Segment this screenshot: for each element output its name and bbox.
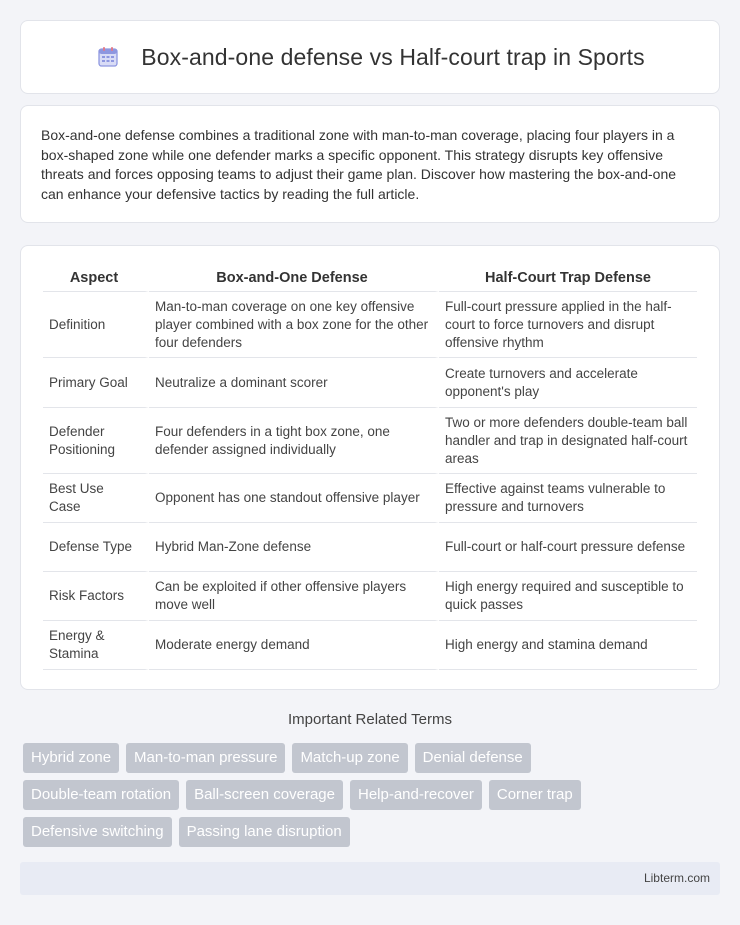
- intro-card: [20, 105, 720, 223]
- table-cell: Full-court pressure applied in the half-court to force turnovers and disrupt offensive rhythm: [439, 292, 697, 358]
- table-header-row: [43, 264, 697, 292]
- column-header: Aspect: [43, 264, 149, 292]
- table-cell: Moderate energy demand: [149, 621, 439, 670]
- table-row: [43, 523, 697, 572]
- table-cell: Create turnovers and accelerate opponent's play: [439, 358, 697, 408]
- table-row: [43, 572, 697, 621]
- table-row: [43, 408, 697, 474]
- comparison-card: [20, 245, 720, 690]
- table-cell: Definition: [43, 292, 149, 358]
- table-row: [43, 292, 697, 358]
- table-cell: Best Use Case: [43, 474, 149, 523]
- table-cell: Neutralize a dominant scorer: [149, 358, 439, 408]
- table-cell: Man-to-man coverage on one key offensive player combined with a box zone for the other four defenders: [149, 292, 439, 358]
- table-row: [43, 474, 697, 523]
- footer-site-link[interactable]: Libterm.com: [643, 871, 710, 885]
- table-cell: High energy and stamina demand: [439, 621, 697, 670]
- related-terms-title: Important Related Terms: [288, 711, 452, 728]
- table-cell: High energy required and susceptible to quick passes: [439, 572, 697, 621]
- calendar-icon: [95, 44, 121, 70]
- term-tag[interactable]: Passing lane disruption: [179, 817, 350, 847]
- table-row: [43, 358, 697, 408]
- table-cell: Four defenders in a tight box zone, one defender assigned individually: [149, 408, 439, 474]
- table-cell: Energy & Stamina: [43, 621, 149, 670]
- table-cell: Full-court or half-court pressure defense: [439, 523, 697, 572]
- table-cell: Opponent has one standout offensive player: [149, 474, 439, 523]
- table-cell: Primary Goal: [43, 358, 149, 408]
- term-row: [23, 817, 723, 847]
- related-terms: [23, 743, 723, 854]
- page-title: Box-and-one defense vs Half-court trap in Sports: [141, 43, 645, 70]
- term-row: [23, 743, 723, 773]
- title-card: [20, 20, 720, 94]
- table-cell: Effective against teams vulnerable to pressure and turnovers: [439, 474, 697, 523]
- table-cell: Risk Factors: [43, 572, 149, 621]
- term-tag[interactable]: Hybrid zone: [23, 743, 119, 773]
- table-cell: Can be exploited if other offensive players move well: [149, 572, 439, 621]
- column-header: Half-Court Trap Defense: [439, 264, 697, 292]
- table-row: [43, 621, 697, 670]
- term-tag[interactable]: Double-team rotation: [23, 780, 179, 810]
- term-row: [23, 780, 723, 810]
- footer: [20, 862, 720, 895]
- table-cell: Defense Type: [43, 523, 149, 572]
- term-tag[interactable]: Man-to-man pressure: [126, 743, 285, 773]
- table-cell: Hybrid Man-Zone defense: [149, 523, 439, 572]
- intro-text: Box-and-one defense combines a traditional zone with man-to-man coverage, placing four players in a box-shaped zone while one defender marks a specific opponent. This strategy disrupts key offensive threats and forces opposing teams to adjust their game plan. Discover how mastering the box-and-one can enhance your defensive tactics by reading the full article.: [41, 127, 677, 202]
- term-tag[interactable]: Help-and-recover: [350, 780, 482, 810]
- table-cell: Two or more defenders double-team ball handler and trap in designated half-court areas: [439, 408, 697, 474]
- comparison-table: [43, 264, 697, 670]
- column-header: Box-and-One Defense: [149, 264, 439, 292]
- term-tag[interactable]: Defensive switching: [23, 817, 172, 847]
- table-cell: Defender Positioning: [43, 408, 149, 474]
- term-tag[interactable]: Match-up zone: [292, 743, 407, 773]
- term-tag[interactable]: Corner trap: [489, 780, 581, 810]
- term-tag[interactable]: Ball-screen coverage: [186, 780, 343, 810]
- term-tag[interactable]: Denial defense: [415, 743, 531, 773]
